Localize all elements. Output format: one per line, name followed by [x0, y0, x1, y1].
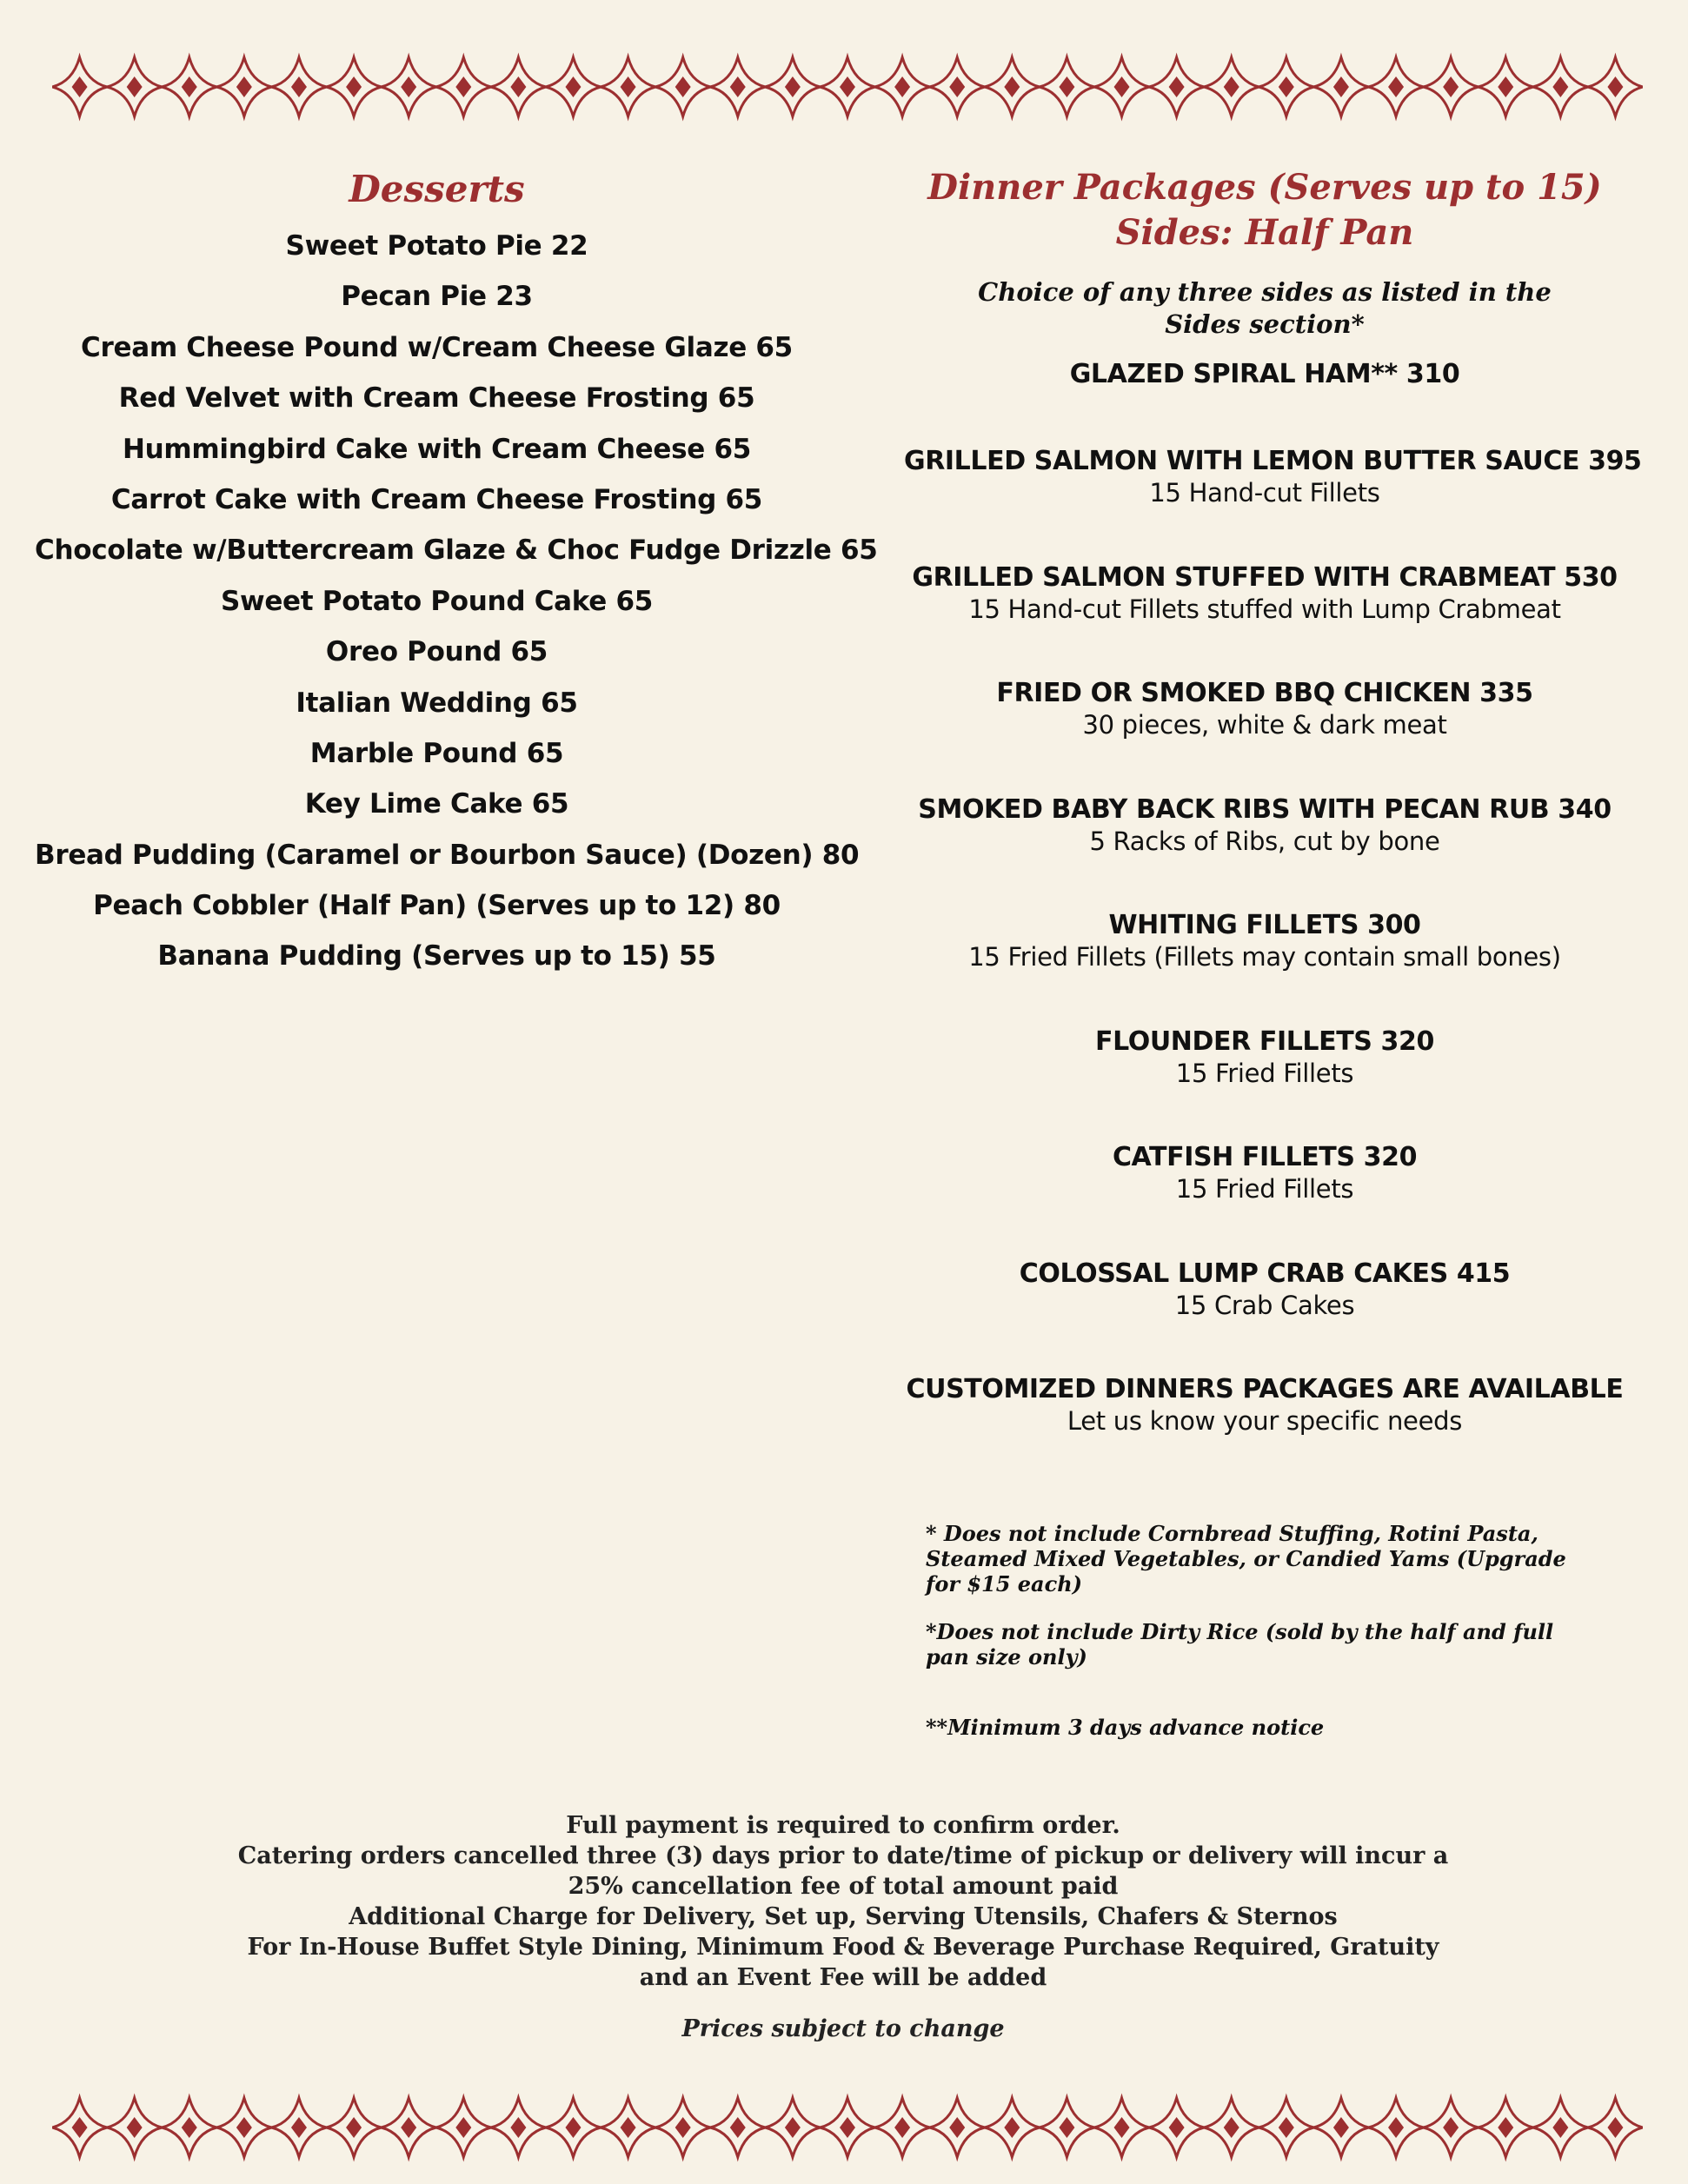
package-description: 15 Fried Fillets (Fillets may contain small bones): [968, 942, 1561, 972]
package-title: GLAZED SPIRAL HAM** 310: [1069, 359, 1460, 389]
decorative-border-bottom: [52, 2084, 1643, 2171]
package-title: COLOSSAL LUMP CRAB CAKES 415: [1019, 1258, 1511, 1289]
package-description: Let us know your specific needs: [1067, 1406, 1463, 1436]
package-title: SMOKED BABY BACK RIBS WITH PECAN RUB 340: [918, 793, 1612, 825]
dessert-list: [35, 221, 878, 982]
terms-line: and an Event Fee will be added: [639, 1964, 1047, 1991]
dessert-item: Cream Cheese Pound w/Cream Cheese Glaze 65: [81, 331, 793, 363]
dessert-item: Marble Pound 65: [309, 737, 564, 769]
package-description: 5 Racks of Ribs, cut by bone: [1089, 826, 1440, 856]
desserts-heading: Desserts: [349, 168, 525, 210]
footnote-advance-notice: **Minimum 3 days advance notice: [926, 1715, 1325, 1740]
package-list: [904, 358, 1642, 1490]
dessert-item: Hummingbird Cake with Cream Cheese 65: [122, 433, 752, 465]
package-description: 15 Hand-cut Fillets stuffed with Lump Crabmeat: [968, 594, 1561, 624]
dessert-item: Sweet Potato Pie 22: [285, 230, 588, 262]
package-description: 15 Fried Fillets: [1175, 1174, 1354, 1204]
package-title: WHITING FILLETS 300: [1108, 910, 1421, 940]
dessert-item: Chocolate w/Buttercream Glaze & Choc Fudge Drizzle 65: [35, 534, 878, 567]
terms-line: For In-House Buffet Style Dining, Minimum Food & Beverage Purchase Required, Gratuity: [247, 1934, 1439, 1961]
terms-line: 25% cancellation fee of total amount paid: [568, 1873, 1119, 1900]
dessert-item: Pecan Pie 23: [341, 281, 533, 313]
desserts-section: [35, 165, 878, 982]
package-description: 15 Hand-cut Fillets: [1149, 478, 1380, 508]
decorative-border-top: [52, 43, 1643, 130]
package-title: GRILLED SALMON WITH LEMON BUTTER SAUCE 395: [904, 446, 1642, 476]
footnote-sides-exclusions: * Does not include Cornbread Stuffing, Rotini Pasta, Steamed Mixed Vegetables, or Candied Yams (Upgrade for $15 each): [926, 1521, 1566, 1597]
prices-note: Prices subject to change: [681, 2015, 1005, 2042]
package-description: 15 Crab Cakes: [1174, 1290, 1355, 1320]
package-item: [904, 1026, 1625, 1142]
package-description: 15 Fried Fillets: [1175, 1058, 1354, 1088]
package-title: FLOUNDER FILLETS 320: [1095, 1026, 1434, 1057]
package-item: [904, 445, 1642, 561]
dessert-item: Bread Pudding (Caramel or Bourbon Sauce) (Dozen) 80: [35, 839, 860, 871]
dessert-item: Oreo Pound 65: [325, 636, 548, 668]
package-item: [904, 793, 1625, 910]
package-item: [904, 1258, 1625, 1374]
footnote-dirty-rice: *Does not include Dirty Rice (sold by the half and full pan size only): [926, 1619, 1554, 1670]
sides-choice-note: Choice of any three sides as listed in the Sides section*: [978, 277, 1552, 339]
terms-line: Catering orders cancelled three (3) days prior to date/time of pickup or delivery will incur a: [237, 1842, 1449, 1869]
dessert-item: Key Lime Cake 65: [304, 788, 569, 820]
dessert-item: Carrot Cake with Cream Cheese Frosting 65: [110, 483, 763, 515]
package-title: CATFISH FILLETS 320: [1112, 1142, 1418, 1172]
dinner-packages-section: [904, 165, 1642, 1490]
dessert-item: Sweet Potato Pound Cake 65: [220, 585, 654, 617]
package-title: CUSTOMIZED DINNERS PACKAGES ARE AVAILABLE: [906, 1374, 1624, 1404]
terms-line: Additional Charge for Delivery, Set up, Serving Utensils, Chafers & Sternos: [349, 1903, 1338, 1930]
diamond-pattern-icon: [52, 43, 1643, 130]
package-item: [904, 1141, 1625, 1258]
footnotes: [926, 1521, 1604, 1762]
dinner-packages-heading-line2: Sides: Half Pan: [1115, 212, 1414, 253]
package-item: [904, 358, 1625, 445]
package-item: [904, 909, 1625, 1026]
dessert-item: Peach Cobbler (Half Pan) (Serves up to 12) 80: [93, 890, 781, 922]
dessert-item: Red Velvet with Cream Cheese Frosting 65: [118, 382, 755, 415]
package-description: 30 pieces, white & dark meat: [1082, 710, 1447, 740]
terms-line: Full payment is required to confirm order.: [566, 1812, 1120, 1839]
package-item: [904, 1373, 1625, 1490]
diamond-pattern-icon: [52, 2084, 1643, 2171]
package-item: [904, 677, 1625, 793]
dinner-packages-heading-line1: Dinner Packages (Serves up to 15): [927, 167, 1602, 208]
dessert-item: Banana Pudding (Serves up to 15) 55: [157, 940, 716, 973]
package-title: GRILLED SALMON STUFFED WITH CRABMEAT 530: [912, 561, 1618, 593]
dessert-item: Italian Wedding 65: [296, 687, 578, 719]
package-item: [904, 561, 1625, 678]
package-title: FRIED OR SMOKED BBQ CHICKEN 335: [996, 678, 1533, 708]
dinner-packages-heading: [904, 165, 1625, 256]
order-terms: [139, 1810, 1547, 2044]
